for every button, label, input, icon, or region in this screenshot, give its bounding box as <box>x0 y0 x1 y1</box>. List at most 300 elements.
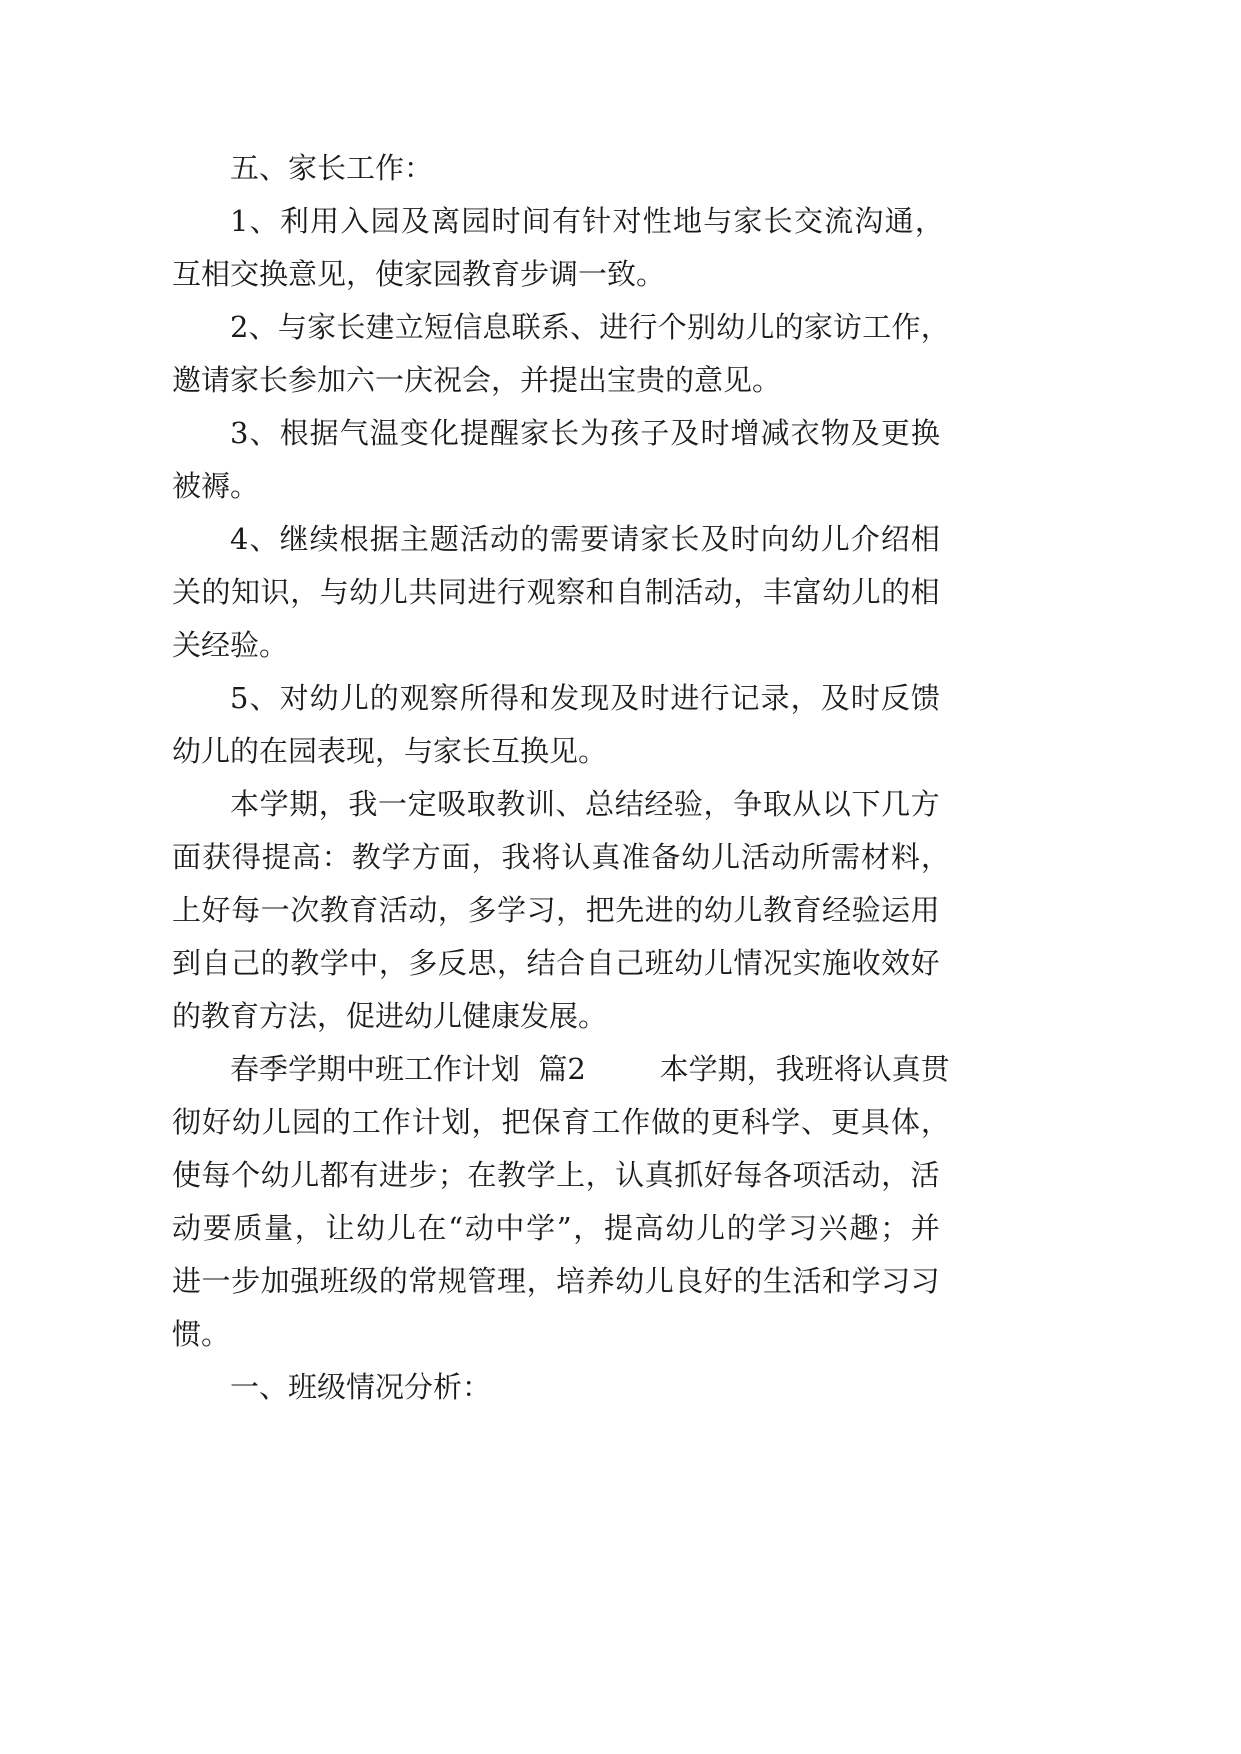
text-char: 让 <box>325 1211 355 1245</box>
text-char: 动 <box>408 893 438 927</box>
text-char: 彻 <box>172 1105 202 1139</box>
text-char: 养 <box>585 1264 615 1298</box>
text-char: 作 <box>891 310 921 344</box>
text-char: 抓 <box>674 1158 704 1192</box>
text-line <box>172 572 940 612</box>
text-char: 好 <box>910 946 940 980</box>
text-char: 园 <box>461 204 491 238</box>
text-line <box>172 1155 940 1195</box>
text-char: 和 <box>822 1264 852 1298</box>
text-char: 验 <box>673 787 703 821</box>
text-char: 、 <box>555 787 585 821</box>
text-char: 以 <box>821 787 851 821</box>
text-char: ， <box>881 1158 911 1192</box>
text-char: 把 <box>585 893 615 927</box>
text-char: 儿 <box>339 681 369 715</box>
text-char: 儿 <box>378 575 408 609</box>
text-char: 幼 <box>674 946 704 980</box>
text-char: ， <box>378 946 408 980</box>
text-line <box>230 307 950 347</box>
text-char: 好 <box>703 1264 733 1298</box>
text-char: 活 <box>910 1158 940 1192</box>
text-char: 、 <box>249 681 279 715</box>
text-char: 做 <box>651 1105 681 1139</box>
text-char: 儿 <box>644 1264 674 1298</box>
text-char: 一 <box>377 787 407 821</box>
text-char: 习 <box>910 1264 940 1298</box>
text-char: 醒 <box>490 416 520 450</box>
text-char: 据 <box>309 416 339 450</box>
text-char: 幼 <box>790 522 820 556</box>
text-char: ： <box>321 840 351 874</box>
text-char: 家 <box>640 522 670 556</box>
text-char: 儿 <box>820 522 850 556</box>
text-char: 学 <box>259 787 289 821</box>
text-char: 时 <box>491 204 521 238</box>
text-char: ； <box>437 1158 467 1192</box>
text-char: 本 <box>230 787 260 821</box>
text-char: 实 <box>792 946 822 980</box>
text-char: 验 <box>851 893 881 927</box>
text-char: 幼 <box>356 1211 386 1245</box>
text-char: ， <box>294 1211 324 1245</box>
text-char: 己 <box>615 946 645 980</box>
text-char: ， <box>920 310 950 344</box>
text-char: 我 <box>348 787 378 821</box>
text-char: 情 <box>733 946 763 980</box>
text-char: 联 <box>511 310 541 344</box>
text-char: 兴 <box>818 1211 848 1245</box>
text-char: 息 <box>482 310 512 344</box>
text-char: 儿 <box>711 840 741 874</box>
text-char: 将 <box>531 840 561 874</box>
text-char: ， <box>733 575 763 609</box>
text-char: 取 <box>466 787 496 821</box>
text-char: 时 <box>850 681 880 715</box>
text-char: 的 <box>321 1105 351 1139</box>
text-char: 短 <box>423 310 453 344</box>
text-char: 我 <box>501 840 531 874</box>
text-char: 得 <box>490 681 520 715</box>
text-line: 春季学期中班工作计划 篇2 本学期，我班将认真贯 <box>230 1052 950 1086</box>
text-char: 进 <box>172 1264 202 1298</box>
text-char: 在 <box>467 1158 497 1192</box>
text-char: 的 <box>881 575 911 609</box>
text-char: ， <box>703 787 733 821</box>
text-char: 提 <box>603 1211 633 1245</box>
text-char: ； <box>880 1211 910 1245</box>
text-char: 制 <box>644 575 674 609</box>
text-char: 长 <box>336 310 366 344</box>
text-line <box>172 1261 940 1301</box>
text-char: 3 <box>230 416 249 450</box>
text-char: ， <box>790 681 820 715</box>
text-char: 准 <box>621 840 651 874</box>
text-char: 教 <box>762 893 792 927</box>
text-char: 察 <box>556 575 586 609</box>
text-char: 班 <box>319 1264 349 1298</box>
text-char: 知 <box>231 575 261 609</box>
text-char: 强 <box>290 1264 320 1298</box>
text-line <box>172 837 950 877</box>
text-char: 面 <box>441 840 471 874</box>
text-char: 结 <box>614 787 644 821</box>
section-heading: 一、班级情况分析： <box>230 1370 492 1404</box>
text-char: 幼 <box>309 681 339 715</box>
text-char: 、 <box>248 310 278 344</box>
text-char: 题 <box>429 522 459 556</box>
text-char: 规 <box>437 1264 467 1298</box>
text-char: 及 <box>610 681 640 715</box>
text-char: 料 <box>890 840 920 874</box>
text-char: ， <box>556 893 586 927</box>
text-char: 从 <box>792 787 822 821</box>
text-char: 系 <box>540 310 570 344</box>
text-char: 记 <box>730 681 760 715</box>
text-char: 活 <box>792 1264 822 1298</box>
text-char: 活 <box>674 575 704 609</box>
text-char: 动 <box>851 1158 881 1192</box>
text-char: 长 <box>670 522 700 556</box>
text-char: 学 <box>526 1211 556 1245</box>
text-char: 动 <box>172 1211 202 1245</box>
text-char: 需 <box>550 522 580 556</box>
text-char: 相 <box>910 575 940 609</box>
text-char: 访 <box>833 310 863 344</box>
text-char: 利 <box>279 204 309 238</box>
text-char: 的 <box>201 575 231 609</box>
text-char: 化 <box>429 416 459 450</box>
text-char: 多 <box>467 893 497 927</box>
text-char: 步 <box>408 1158 438 1192</box>
text-char: 教 <box>496 787 526 821</box>
text-char: 工 <box>351 1105 381 1139</box>
text-char: 立 <box>394 310 424 344</box>
text-char: 幼 <box>260 1158 290 1192</box>
text-char: ， <box>573 1211 603 1245</box>
text-char: 先 <box>615 893 645 927</box>
text-char: 效 <box>881 946 911 980</box>
text-char: 家 <box>733 204 763 238</box>
text-char: 习 <box>881 1264 911 1298</box>
text-char: 工 <box>862 310 892 344</box>
text-line <box>172 1102 950 1142</box>
text-char: 期 <box>289 787 319 821</box>
text-char: ， <box>437 893 467 927</box>
text-char: 好 <box>201 893 231 927</box>
text-char: 幼 <box>681 840 711 874</box>
text-char: ” <box>556 1211 572 1245</box>
text-char: ， <box>914 204 944 238</box>
text-char: 儿 <box>290 1158 320 1192</box>
text-char: 提 <box>459 416 489 450</box>
text-char: 性 <box>642 204 672 238</box>
text-char: 针 <box>582 204 612 238</box>
text-char: 收 <box>851 946 881 980</box>
text-char: 每 <box>733 1158 763 1192</box>
text-char: 作 <box>381 1105 411 1139</box>
text-char: 2 <box>230 310 249 344</box>
text-char: 方 <box>411 840 441 874</box>
text-char: 面 <box>172 840 202 874</box>
text-char: 的 <box>378 1264 408 1298</box>
text-char: 教 <box>290 946 320 980</box>
text-char: ， <box>497 946 527 980</box>
text-line <box>230 201 944 241</box>
text-char: 多 <box>408 946 438 980</box>
text-char: 家 <box>520 416 550 450</box>
text-char: 同 <box>437 575 467 609</box>
text-char: 变 <box>399 416 429 450</box>
text-line <box>230 413 940 453</box>
text-char: 高 <box>634 1211 664 1245</box>
text-line: 被褥。 <box>172 469 260 503</box>
text-char: 入 <box>340 204 370 238</box>
text-char: 中 <box>349 946 379 980</box>
text-char: 减 <box>760 416 790 450</box>
text-char: 物 <box>820 416 850 450</box>
text-char: 班 <box>644 946 674 980</box>
text-char: 总 <box>585 787 615 821</box>
text-char: “ <box>448 1211 464 1245</box>
text-char: 要 <box>202 1211 232 1245</box>
text-char: 经 <box>822 893 852 927</box>
text-char: 的 <box>774 310 804 344</box>
text-char: 的 <box>681 1105 711 1139</box>
text-char: 幼 <box>703 893 733 927</box>
text-char: 及 <box>700 522 730 556</box>
text-char: 的 <box>726 1211 756 1245</box>
text-char: 家 <box>803 310 833 344</box>
text-char: 录 <box>760 681 790 715</box>
text-char: 在 <box>417 1211 447 1245</box>
text-char: 反 <box>437 946 467 980</box>
text-char: 行 <box>700 681 730 715</box>
text-char: 育 <box>561 1105 591 1139</box>
text-char: 续 <box>309 522 339 556</box>
text-char: 的 <box>733 1264 763 1298</box>
text-char: 用 <box>310 204 340 238</box>
text-char: 要 <box>580 522 610 556</box>
text-char: 获 <box>201 840 231 874</box>
text-char: 良 <box>674 1264 704 1298</box>
text-char: 经 <box>644 787 674 821</box>
text-char: 教 <box>351 840 381 874</box>
text-char: 划 <box>441 1105 471 1139</box>
text-char: 几 <box>881 787 911 821</box>
text-char: 一 <box>260 893 290 927</box>
text-line: 关经验。 <box>172 628 289 662</box>
text-char: 有 <box>552 204 582 238</box>
text-char: 、 <box>801 1105 831 1139</box>
text-char: 步 <box>231 1264 261 1298</box>
text-char: 活 <box>459 522 489 556</box>
text-char: 进 <box>378 1158 408 1192</box>
text-char: 离 <box>431 204 461 238</box>
text-char: 反 <box>880 681 910 715</box>
text-char: 及 <box>820 681 850 715</box>
text-char: 一 <box>201 1264 231 1298</box>
text-char: 思 <box>467 946 497 980</box>
text-char: ， <box>471 1105 501 1139</box>
text-char: 馈 <box>910 681 940 715</box>
text-char: 使 <box>172 1158 202 1192</box>
text-line: 惯。 <box>172 1317 231 1351</box>
text-char: 及 <box>850 416 880 450</box>
text-char: 的 <box>674 893 704 927</box>
text-char: 习 <box>788 1211 818 1245</box>
text-char: 丰 <box>762 575 792 609</box>
text-char: 高 <box>291 840 321 874</box>
text-char: 气 <box>339 416 369 450</box>
text-char: 通 <box>884 204 914 238</box>
text-char: 行 <box>628 310 658 344</box>
text-char: 次 <box>290 893 320 927</box>
text-char: 更 <box>880 416 910 450</box>
text-char: 自 <box>201 946 231 980</box>
text-char: 察 <box>429 681 459 715</box>
text-char: 结 <box>526 946 556 980</box>
text-char: 得 <box>231 840 261 874</box>
text-char: 学 <box>851 1264 881 1298</box>
text-char: 育 <box>792 893 822 927</box>
text-char: 及 <box>670 416 700 450</box>
text-char: 的 <box>369 681 399 715</box>
text-char: 观 <box>526 575 556 609</box>
text-char: ， <box>920 840 950 874</box>
text-char: 的 <box>520 522 550 556</box>
text-char: 况 <box>762 946 792 980</box>
text-char: 真 <box>591 840 621 874</box>
text-char: 幼 <box>665 1211 695 1245</box>
text-char: 所 <box>801 840 831 874</box>
text-char: 相 <box>910 522 940 556</box>
text-char: 更 <box>830 1105 860 1139</box>
text-char: 幼 <box>716 310 746 344</box>
text-char: 动 <box>490 522 520 556</box>
text-char: 学 <box>771 1105 801 1139</box>
text-char: 信 <box>453 310 483 344</box>
text-char: 学 <box>526 1158 556 1192</box>
text-char: 交 <box>793 204 823 238</box>
text-char: 上 <box>172 893 202 927</box>
text-char: 继 <box>279 522 309 556</box>
text-char: 沟 <box>854 204 884 238</box>
text-char: 与 <box>277 310 307 344</box>
text-line <box>230 519 940 559</box>
text-line <box>172 943 940 983</box>
text-char: 地 <box>672 204 702 238</box>
text-char: 、 <box>249 416 279 450</box>
text-char: 生 <box>762 1264 792 1298</box>
text-char: 根 <box>339 522 369 556</box>
text-char: 中 <box>495 1211 525 1245</box>
text-char: 建 <box>365 310 395 344</box>
text-char: 学 <box>497 893 527 927</box>
text-char: 行 <box>497 575 527 609</box>
text-char: 体 <box>890 1105 920 1139</box>
text-char: 介 <box>850 522 880 556</box>
text-char: 习 <box>526 893 556 927</box>
text-char: 请 <box>610 522 640 556</box>
text-char: 动 <box>771 840 801 874</box>
text-char: 园 <box>291 1105 321 1139</box>
text-char: 主 <box>399 522 429 556</box>
text-line: 幼儿的在园表现，与家长互换见。 <box>172 734 608 768</box>
text-char: 为 <box>580 416 610 450</box>
text-char: 儿 <box>733 893 763 927</box>
text-char: ， <box>318 787 348 821</box>
text-char: 材 <box>860 840 890 874</box>
text-char: 1 <box>230 204 249 238</box>
text-char: 提 <box>261 840 291 874</box>
text-char: 科 <box>741 1105 771 1139</box>
text-char: 趣 <box>849 1211 879 1245</box>
text-char: 、 <box>249 204 279 238</box>
text-char: 个 <box>657 310 687 344</box>
text-char: 子 <box>640 416 670 450</box>
text-char: 质 <box>233 1211 263 1245</box>
text-char: 动 <box>464 1211 494 1245</box>
text-char: 各 <box>762 1158 792 1192</box>
text-char: 幼 <box>349 575 379 609</box>
text-char: 活 <box>822 1158 852 1192</box>
text-char: 合 <box>556 946 586 980</box>
text-char: 工 <box>591 1105 621 1139</box>
text-char: 所 <box>459 681 489 715</box>
text-line <box>230 678 940 718</box>
text-char: 衣 <box>790 416 820 450</box>
text-char: 保 <box>531 1105 561 1139</box>
text-char: 进 <box>644 893 674 927</box>
text-char: 争 <box>733 787 763 821</box>
text-char: 增 <box>730 416 760 450</box>
text-char: 每 <box>231 893 261 927</box>
text-char: 动 <box>703 575 733 609</box>
text-char: 都 <box>319 1158 349 1192</box>
text-char: 教 <box>319 893 349 927</box>
text-char: 长 <box>763 204 793 238</box>
text-char: 现 <box>580 681 610 715</box>
text-char: 孩 <box>610 416 640 450</box>
text-char: 认 <box>615 1158 645 1192</box>
text-char: ， <box>526 1264 556 1298</box>
text-char: 园 <box>370 204 400 238</box>
text-char: 时 <box>640 681 670 715</box>
text-char: 需 <box>830 840 860 874</box>
text-char: 施 <box>822 946 852 980</box>
text-char: 个 <box>231 1158 261 1192</box>
text-char: 取 <box>762 787 792 821</box>
text-char: 家 <box>307 310 337 344</box>
text-char: 与 <box>703 204 733 238</box>
text-char: 观 <box>399 681 429 715</box>
text-char: 育 <box>349 893 379 927</box>
text-char: 量 <box>264 1211 294 1245</box>
text-char: 幼 <box>615 1264 645 1298</box>
text-line <box>172 890 940 930</box>
text-char: 上 <box>556 1158 586 1192</box>
section-heading: 五、家长工作： <box>230 151 434 185</box>
text-char: 训 <box>525 787 555 821</box>
text-char: 认 <box>561 840 591 874</box>
text-char: 间 <box>521 204 551 238</box>
text-char: 常 <box>408 1264 438 1298</box>
text-char: 富 <box>792 575 822 609</box>
text-char: 定 <box>407 787 437 821</box>
text-char: 计 <box>411 1105 441 1139</box>
text-char: 和 <box>585 575 615 609</box>
